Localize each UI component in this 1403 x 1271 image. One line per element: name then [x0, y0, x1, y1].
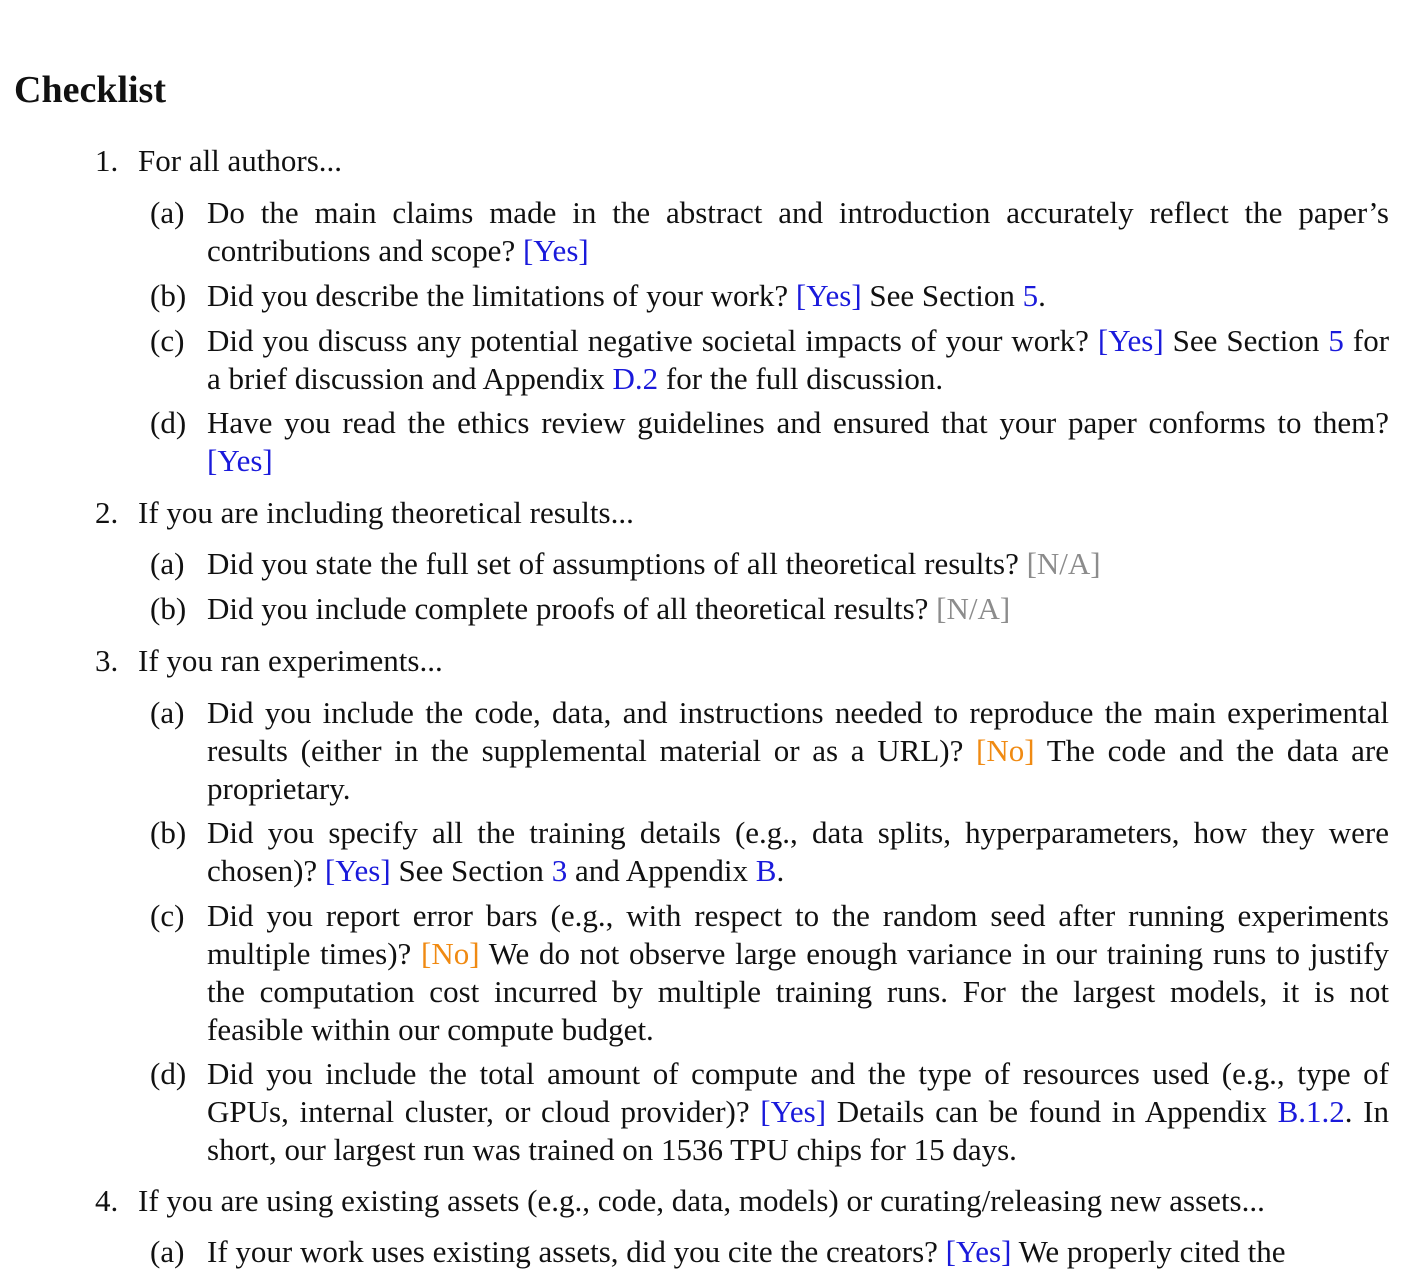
answer-na: [N/A]: [1026, 546, 1101, 581]
checklist-item: [207, 1055, 1389, 1169]
question-text: Did you discuss any potential negative societal impacts of your work?: [207, 323, 1089, 358]
justification-text: .: [1038, 278, 1046, 313]
justification-text: See Section: [1172, 323, 1320, 358]
justification-text: We properly cited the: [1018, 1234, 1286, 1269]
item-label: (b): [150, 815, 187, 850]
answer-yes: [Yes]: [1097, 323, 1164, 358]
section-number: 1.: [95, 143, 119, 178]
checklist-item: [207, 1233, 1389, 1271]
answer-yes: [Yes]: [945, 1234, 1012, 1269]
section-number: 2.: [95, 495, 119, 530]
question-text: Did you include the code, data, and instructions needed to reproduce the main experimental results (either in the supplemental material or as a URL)?: [207, 695, 1389, 768]
checklist-item: [207, 277, 1389, 315]
answer-no: [No]: [976, 733, 1035, 768]
question-text: Did you include complete proofs of all theoretical results?: [207, 591, 929, 626]
answer-na: [N/A]: [936, 591, 1011, 626]
page-title: Checklist: [14, 69, 166, 111]
justification-text: and Appendix: [574, 853, 748, 888]
justification-text: for a brief discussion and Appendix: [207, 323, 1390, 396]
justification-text: .: [776, 853, 785, 888]
section-ref-link[interactable]: 5: [1022, 278, 1039, 313]
appendix-ref-link[interactable]: D.2: [612, 361, 659, 396]
checklist-item: [207, 694, 1389, 808]
item-label: (b): [150, 278, 187, 313]
justification-text: We do not observe large enough variance in our training runs to justify the computation cost incurred by multiple training runs. For the largest models, it is not feasible within our compute budget.: [207, 936, 1389, 1047]
item-label: (a): [150, 546, 185, 581]
checklist-item: [207, 897, 1389, 1049]
section-title: If you are using existing assets (e.g., code, data, models) or curating/releasing new assets...: [138, 1183, 1265, 1218]
item-label: (a): [150, 695, 185, 730]
justification-text: Details can be found in Appendix: [836, 1094, 1267, 1129]
checklist-item: [207, 590, 1389, 628]
section-title: For all authors...: [138, 143, 343, 178]
appendix-ref-link[interactable]: B.1.2: [1277, 1094, 1345, 1129]
question-text: Do the main claims made in the abstract and introduction accurately reflect the paper’s contributions and scope?: [207, 195, 1389, 268]
checklist-item: [207, 194, 1389, 270]
answer-yes: [Yes]: [760, 1094, 827, 1129]
item-label: (a): [150, 1234, 185, 1269]
answer-yes: [Yes]: [795, 278, 862, 313]
checklist-item: [207, 322, 1389, 398]
item-label: (a): [150, 195, 185, 230]
item-label: (d): [150, 1056, 187, 1091]
justification-text: The code and the data are proprietary.: [207, 733, 1389, 806]
checklist-item: [207, 404, 1389, 480]
question-text: Have you read the ethics review guidelines and ensured that your paper conforms to them?: [207, 405, 1389, 440]
answer-yes: [Yes]: [324, 853, 391, 888]
section-title: If you are including theoretical results...: [138, 495, 634, 530]
section-number: 3.: [95, 643, 119, 678]
item-label: (c): [150, 898, 185, 933]
section-number: 4.: [95, 1183, 119, 1218]
justification-text: See Section: [869, 278, 1015, 313]
question-text: Did you specify all the training details (e.g., data splits, hyperparameters, how they were chosen)?: [207, 815, 1389, 888]
section-ref-link[interactable]: 5: [1328, 323, 1344, 358]
item-label: (b): [150, 591, 187, 626]
answer-yes: [Yes]: [522, 233, 589, 268]
question-text: Did you describe the limitations of your work?: [207, 278, 789, 313]
answer-no: [No]: [421, 936, 480, 971]
question-text: Did you include the total amount of compute and the type of resources used (e.g., type of GPUs, internal cluster, or cloud provider)?: [207, 1056, 1389, 1129]
checklist-item: [207, 545, 1389, 583]
section-ref-link[interactable]: 3: [551, 853, 568, 888]
section-title: If you ran experiments...: [138, 643, 443, 678]
answer-yes: [Yes]: [207, 443, 273, 478]
justification-text: for the full discussion.: [665, 361, 944, 396]
justification-text: See Section: [398, 853, 544, 888]
justification-text: . In short, our largest run was trained on 1536 TPU chips for 15 days.: [207, 1094, 1389, 1167]
checklist-item: [207, 814, 1389, 890]
question-text: Did you state the full set of assumptions of all theoretical results?: [207, 546, 1019, 581]
item-label: (d): [150, 405, 187, 440]
question-text: Did you report error bars (e.g., with respect to the random seed after running experiments multiple times)?: [207, 898, 1389, 971]
question-text: If your work uses existing assets, did you cite the creators?: [207, 1234, 938, 1269]
item-label: (c): [150, 323, 185, 358]
appendix-ref-link[interactable]: B: [755, 853, 777, 888]
